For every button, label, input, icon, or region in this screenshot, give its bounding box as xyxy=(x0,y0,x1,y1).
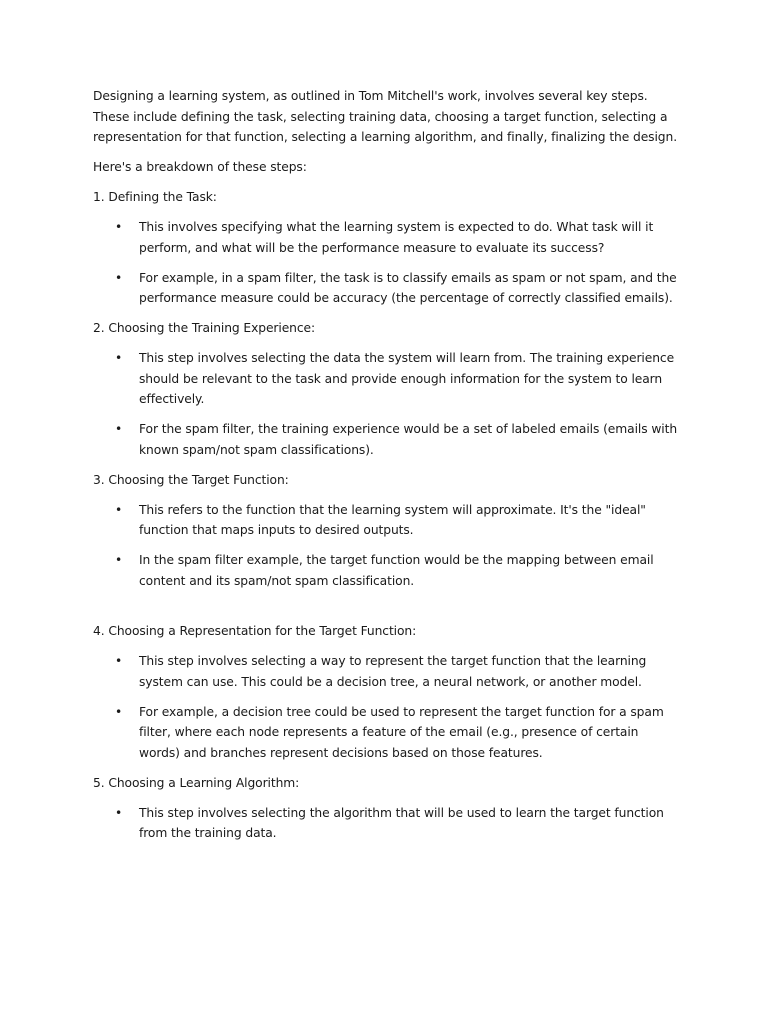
step-4-list xyxy=(93,651,678,763)
step-1-list xyxy=(93,217,678,309)
blank-line xyxy=(93,601,678,622)
step-3-heading: 3. Choosing the Target Function: xyxy=(93,472,289,487)
step-3-list xyxy=(93,500,678,592)
step-5-heading: 5. Choosing a Learning Algorithm: xyxy=(93,775,300,790)
step-4-heading: 4. Choosing a Representation for the Target Function: xyxy=(93,624,417,638)
list-item: • This involves specifying what the learning system is expected to do. What task will it perform, and what will be the performance measure to evaluate its success? xyxy=(93,217,678,258)
list-item: • For the spam filter, the training experience would be a set of labeled emails (emails with known spam/not spam classifications). xyxy=(93,419,678,460)
intro-paragraph: Designing a learning system, as outlined in Tom Mitchell's work, involves several key steps. These include defining the task, selecting training data, choosing a target function, selecting a representation for that function, selecting a learning algorithm, and finally, finalizing the design. xyxy=(93,89,678,144)
step-2-heading: 2. Choosing the Training Experience: xyxy=(93,321,316,335)
step-2-list xyxy=(93,348,678,460)
document-page xyxy=(93,86,678,853)
step-1-heading: 1. Defining the Task: xyxy=(93,190,217,204)
list-item: • In the spam filter example, the target function would be the mapping between email content and its spam/not spam classification. xyxy=(93,550,678,591)
list-item: • For example, in a spam filter, the task is to classify emails as spam or not spam, and the performance measure could be accuracy (the percentage of correctly classified emails). xyxy=(93,268,678,309)
list-item: • This step involves selecting the algorithm that will be used to learn the target function from the training data. xyxy=(93,803,678,844)
list-item: • This refers to the function that the learning system will approximate. It's the "ideal" function that maps inputs to desired outputs. xyxy=(93,500,678,541)
breakdown-line: Here's a breakdown of these steps: xyxy=(93,160,307,174)
list-item: • For example, a decision tree could be used to represent the target function for a spam filter, where each node represents a feature of the email (e.g., presence of certain words) and branches represent decisions based on those features. xyxy=(93,702,678,764)
list-item: • This step involves selecting a way to represent the target function that the learning system can use. This could be a decision tree, a neural network, or another model. xyxy=(93,651,678,692)
list-item: • This step involves selecting the data the system will learn from. The training experience should be relevant to the task and provide enough information for the system to learn effectively. xyxy=(93,348,678,410)
step-5-list xyxy=(93,803,678,844)
